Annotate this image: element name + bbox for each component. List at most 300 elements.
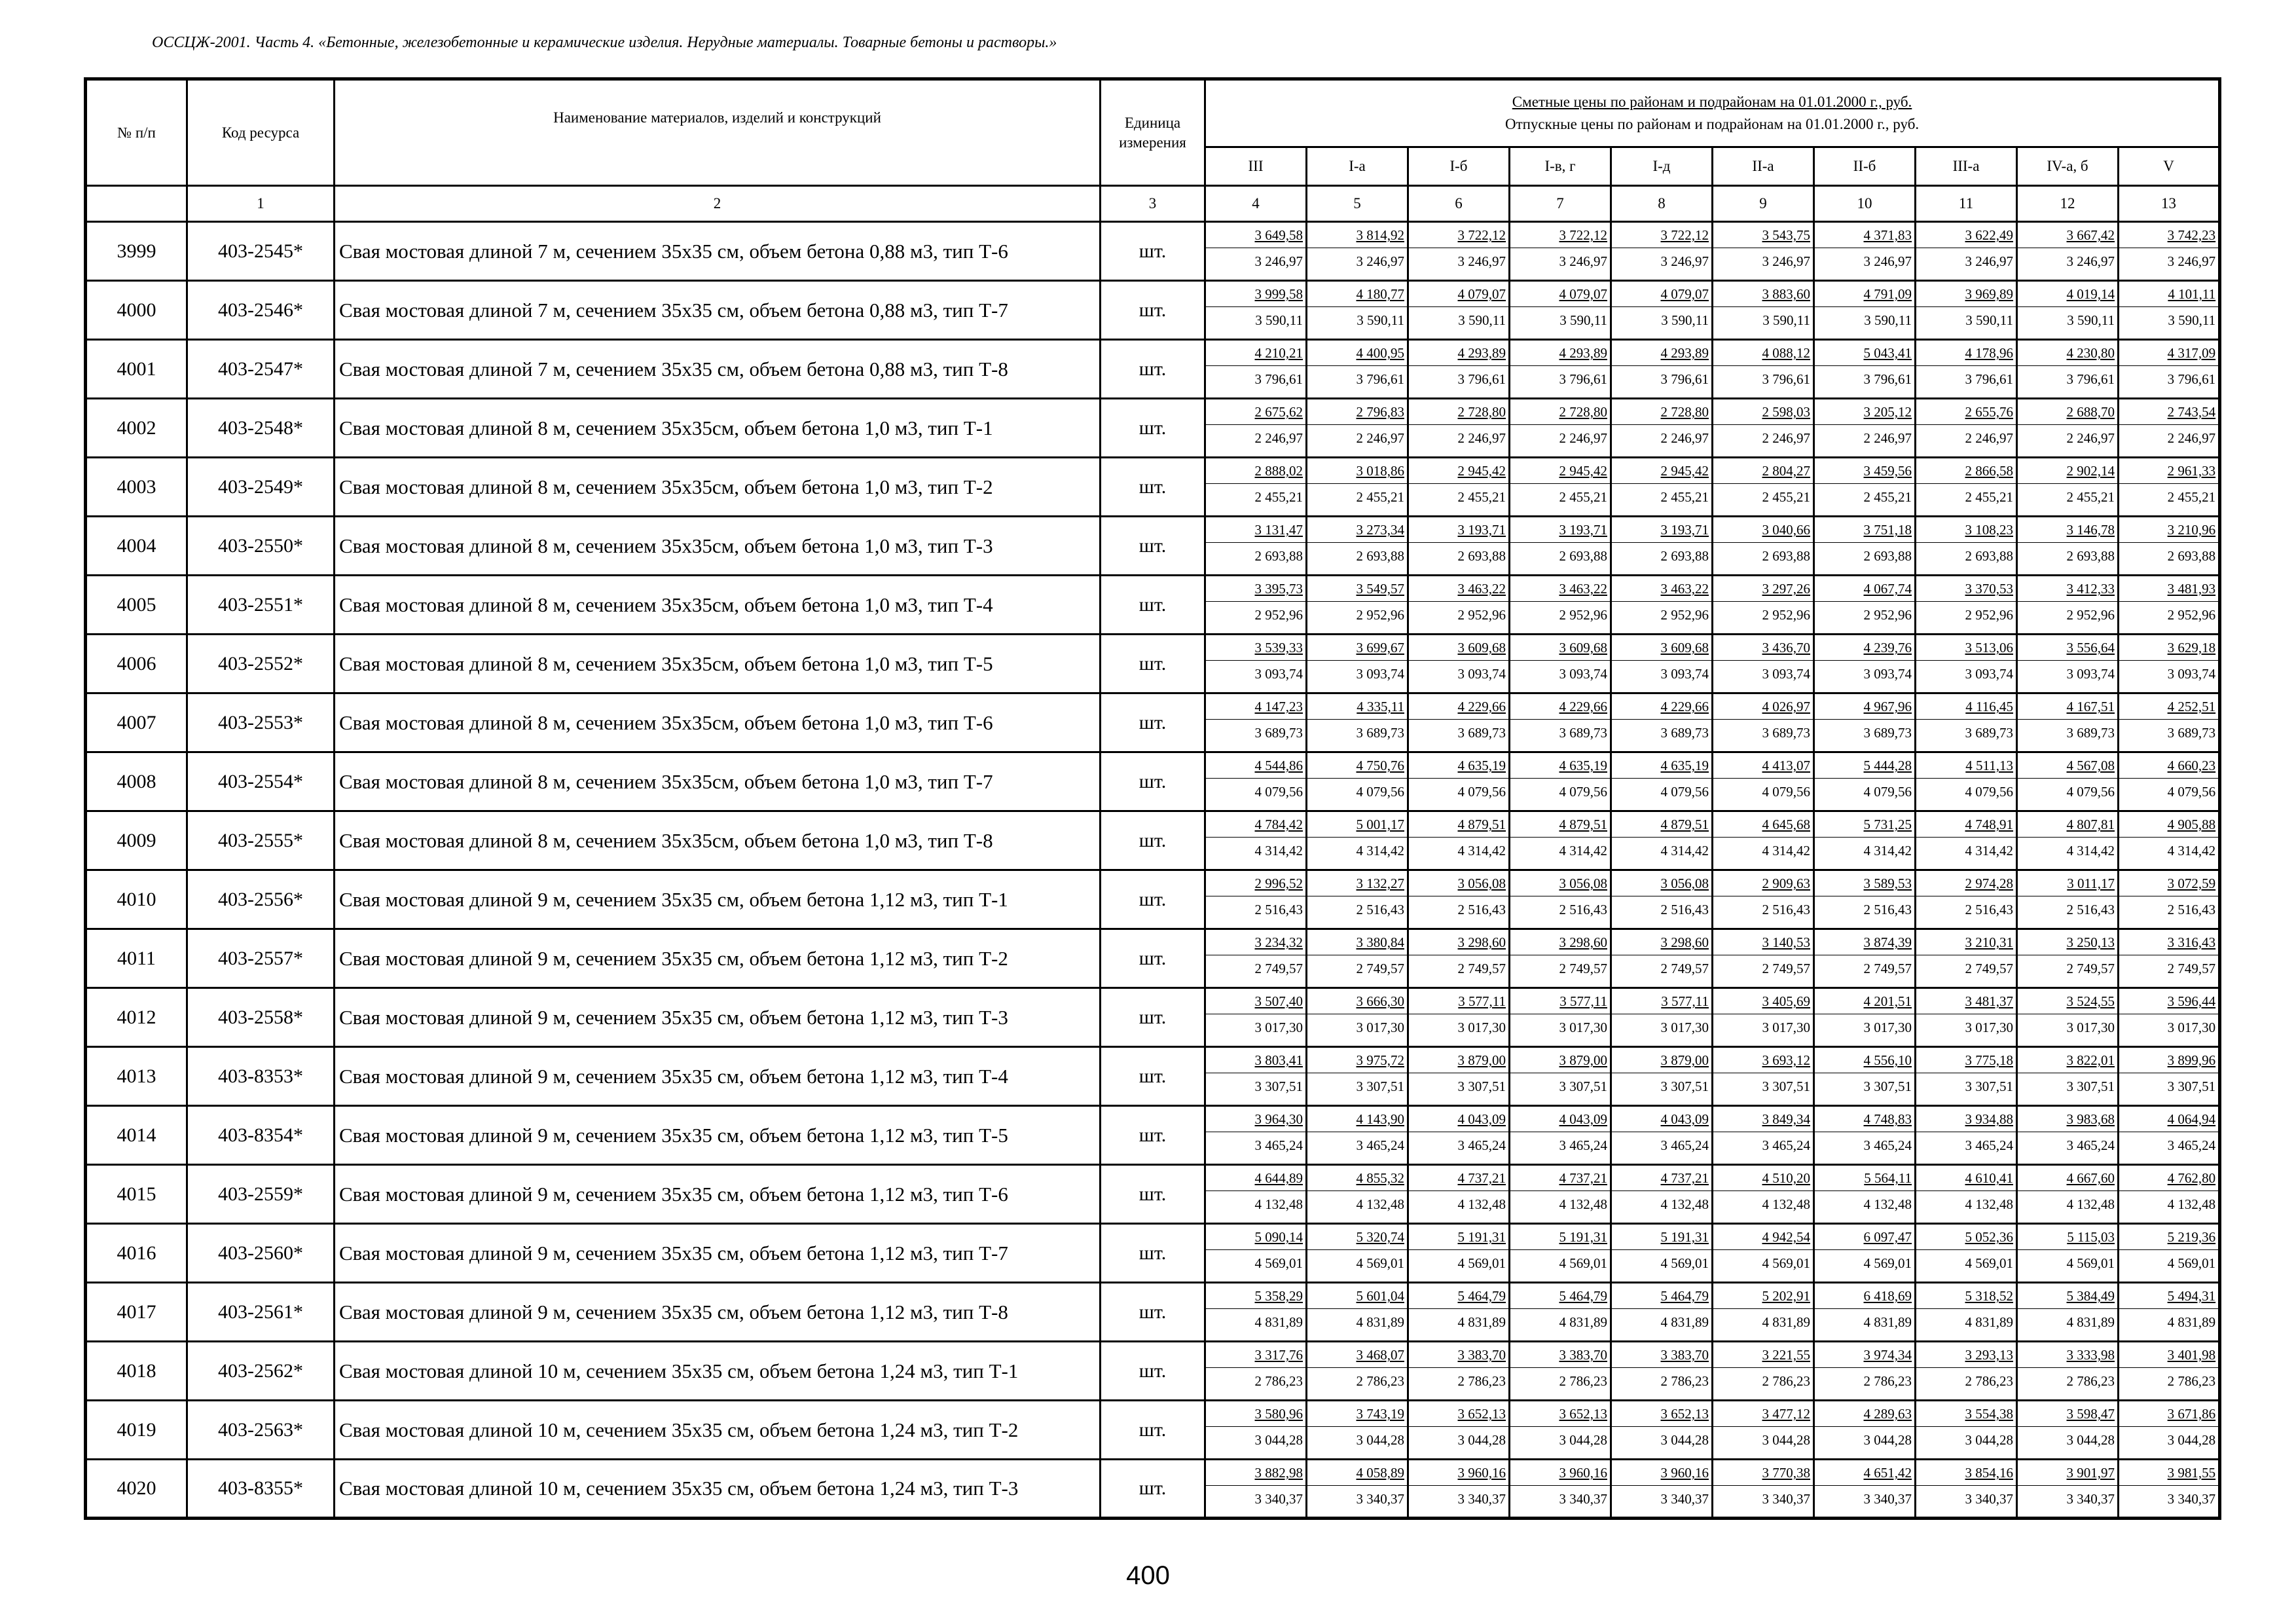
price-cell xyxy=(1205,693,1307,752)
price-cell xyxy=(1510,399,1611,458)
estimated-price: 3 999,58 xyxy=(1254,286,1303,302)
estimated-price: 4 855,32 xyxy=(1356,1170,1404,1186)
release-price: 4 569,01 xyxy=(1713,1249,1813,1277)
price-cell xyxy=(1205,635,1307,693)
price-cell xyxy=(1408,576,1510,635)
price-cell xyxy=(2119,870,2220,929)
estimated-price: 5 318,52 xyxy=(1965,1288,2013,1304)
release-price: 4 831,89 xyxy=(1612,1308,1711,1336)
estimated-price: 4 371,83 xyxy=(1863,227,1912,243)
estimated-price: 5 731,25 xyxy=(1863,817,1912,832)
release-price: 4 314,42 xyxy=(1510,837,1610,864)
price-cell xyxy=(1814,340,1916,399)
release-price: 4 079,56 xyxy=(1409,778,1508,805)
price-cell xyxy=(2017,870,2119,929)
resource-code: 403-2561* xyxy=(187,1283,335,1342)
price-cell xyxy=(1307,576,1408,635)
estimated-price: 3 901,97 xyxy=(2066,1465,2115,1481)
release-price: 2 749,57 xyxy=(1713,955,1813,982)
price-cell xyxy=(1611,1342,1713,1401)
price-cell xyxy=(2017,1224,2119,1283)
release-price: 3 044,28 xyxy=(1510,1426,1610,1454)
unit-of-measure: шт. xyxy=(1101,517,1205,576)
estimated-price: 3 803,41 xyxy=(1254,1052,1303,1068)
release-price: 2 952,96 xyxy=(1713,601,1813,629)
price-cell xyxy=(1510,752,1611,811)
estimated-price: 3 507,40 xyxy=(1254,993,1303,1009)
unit-of-measure: шт. xyxy=(1101,693,1205,752)
release-price: 3 017,30 xyxy=(2119,1014,2218,1041)
price-cell xyxy=(1408,1106,1510,1165)
table-row xyxy=(86,870,2220,929)
estimated-price: 3 481,37 xyxy=(1965,993,2013,1009)
estimated-price: 3 969,89 xyxy=(1965,286,2013,302)
release-price: 2 749,57 xyxy=(1409,955,1508,982)
price-cell xyxy=(1916,281,2017,340)
unit-of-measure: шт. xyxy=(1101,929,1205,988)
price-cell xyxy=(1510,1047,1611,1106)
price-cell xyxy=(1510,870,1611,929)
release-price: 3 796,61 xyxy=(1612,365,1711,393)
release-price: 3 590,11 xyxy=(1612,306,1711,334)
estimated-price: 5 090,14 xyxy=(1254,1229,1303,1245)
price-cell xyxy=(1814,1106,1916,1165)
release-price: 2 786,23 xyxy=(2119,1367,2218,1395)
price-cell xyxy=(1307,222,1408,281)
price-cell xyxy=(1510,635,1611,693)
price-cell xyxy=(2017,222,2119,281)
row-number: 4017 xyxy=(86,1283,187,1342)
release-price: 2 516,43 xyxy=(1206,896,1305,923)
price-cell xyxy=(1611,399,1713,458)
price-cell xyxy=(1307,988,1408,1047)
material-name: Свая мостовая длиной 9 м, сечением 35х35 см, объем бетона 1,12 м3, тип Т-8 xyxy=(335,1283,1101,1342)
release-price: 4 569,01 xyxy=(1307,1249,1407,1277)
price-cell xyxy=(1307,752,1408,811)
resource-code: 403-2550* xyxy=(187,517,335,576)
resource-code: 403-2551* xyxy=(187,576,335,635)
price-cell xyxy=(1814,1224,1916,1283)
price-cell xyxy=(2017,340,2119,399)
release-price: 4 132,48 xyxy=(1612,1190,1711,1218)
unit-of-measure: шт. xyxy=(1101,870,1205,929)
unit-of-measure: шт. xyxy=(1101,811,1205,870)
price-cell xyxy=(1916,222,2017,281)
release-price: 3 590,11 xyxy=(1815,306,1914,334)
estimated-price: 2 688,70 xyxy=(2066,404,2115,420)
estimated-price: 3 018,86 xyxy=(1356,463,1404,479)
estimated-price: 4 239,76 xyxy=(1863,640,1912,655)
release-prices-caption: Отпускные цены по районам и подрайонам на 01.01.2000 г., руб. xyxy=(1504,116,1920,132)
estimated-price: 4 252,51 xyxy=(2167,699,2216,714)
release-price: 3 017,30 xyxy=(1510,1014,1610,1041)
release-price: 2 246,97 xyxy=(1206,424,1305,452)
release-price: 4 831,89 xyxy=(1916,1308,2016,1336)
release-price: 2 786,23 xyxy=(1206,1367,1305,1395)
price-cell xyxy=(1205,752,1307,811)
release-price: 3 307,51 xyxy=(1815,1073,1914,1100)
price-cell xyxy=(1814,1283,1916,1342)
row-number: 4008 xyxy=(86,752,187,811)
price-cell xyxy=(1814,576,1916,635)
release-price: 3 246,97 xyxy=(1409,248,1508,275)
release-price: 2 516,43 xyxy=(1510,896,1610,923)
release-price: 2 693,88 xyxy=(1206,542,1305,570)
release-price: 2 693,88 xyxy=(1409,542,1508,570)
release-price: 2 786,23 xyxy=(1916,1367,2016,1395)
price-cell xyxy=(1408,281,1510,340)
material-name: Свая мостовая длиной 8 м, сечением 35х35см, объем бетона 1,0 м3, тип Т-6 xyxy=(335,693,1101,752)
estimated-price: 3 722,12 xyxy=(1457,227,1506,243)
estimated-price: 4 229,66 xyxy=(1660,699,1709,714)
price-cell xyxy=(1814,222,1916,281)
price-cell xyxy=(1611,576,1713,635)
release-price: 3 689,73 xyxy=(1307,719,1407,747)
material-name: Свая мостовая длиной 8 м, сечением 35х35см, объем бетона 1,0 м3, тип Т-4 xyxy=(335,576,1101,635)
table-row xyxy=(86,1224,2220,1283)
estimated-price: 3 589,53 xyxy=(1863,876,1912,891)
release-price: 3 340,37 xyxy=(1510,1485,1610,1513)
price-cell xyxy=(1713,399,1814,458)
release-price: 3 465,24 xyxy=(1815,1132,1914,1159)
price-cell xyxy=(1916,988,2017,1047)
row-number: 4019 xyxy=(86,1401,187,1460)
estimated-price: 3 108,23 xyxy=(1965,522,2013,538)
release-price: 2 246,97 xyxy=(1307,424,1407,452)
price-cell xyxy=(1408,1047,1510,1106)
resource-code: 403-2555* xyxy=(187,811,335,870)
release-price: 4 569,01 xyxy=(1510,1249,1610,1277)
region-header: III xyxy=(1205,147,1307,186)
price-cell xyxy=(1307,1342,1408,1401)
price-cell xyxy=(2119,1283,2220,1342)
row-number: 3999 xyxy=(86,222,187,281)
estimated-price: 5 601,04 xyxy=(1356,1288,1404,1304)
table-row xyxy=(86,399,2220,458)
release-price: 3 307,51 xyxy=(2119,1073,2218,1100)
row-number: 4007 xyxy=(86,693,187,752)
price-cell xyxy=(2017,517,2119,576)
release-price: 3 689,73 xyxy=(2018,719,2117,747)
price-cell xyxy=(2017,929,2119,988)
estimated-price: 4 147,23 xyxy=(1254,699,1303,714)
estimated-price: 3 854,16 xyxy=(1965,1465,2013,1481)
price-cell xyxy=(2119,576,2220,635)
price-cell xyxy=(1611,1283,1713,1342)
resource-code: 403-2549* xyxy=(187,458,335,517)
estimated-price: 3 577,11 xyxy=(1559,993,1607,1009)
estimated-price: 4 064,94 xyxy=(2167,1111,2216,1127)
price-cell xyxy=(1205,811,1307,870)
table-row xyxy=(86,222,2220,281)
release-price: 2 246,97 xyxy=(2119,424,2218,452)
estimated-price: 3 879,00 xyxy=(1559,1052,1607,1068)
table-row xyxy=(86,576,2220,635)
release-price: 4 831,89 xyxy=(2119,1308,2218,1336)
estimated-price: 4 229,66 xyxy=(1559,699,1607,714)
estimated-price: 3 983,68 xyxy=(2066,1111,2115,1127)
estimated-price: 2 866,58 xyxy=(1965,463,2013,479)
release-price: 2 693,88 xyxy=(1307,542,1407,570)
release-price: 4 132,48 xyxy=(1713,1190,1813,1218)
unit-of-measure: шт. xyxy=(1101,1342,1205,1401)
price-cell xyxy=(1713,1460,1814,1519)
price-cell xyxy=(2119,811,2220,870)
release-price: 4 831,89 xyxy=(1713,1308,1813,1336)
release-price: 2 749,57 xyxy=(1612,955,1711,982)
release-price: 3 246,97 xyxy=(1206,248,1305,275)
price-cell xyxy=(1814,870,1916,929)
estimated-price: 3 401,98 xyxy=(2167,1347,2216,1363)
release-price: 3 796,61 xyxy=(1815,365,1914,393)
price-cell xyxy=(2017,399,2119,458)
price-cell xyxy=(1205,281,1307,340)
release-price: 3 017,30 xyxy=(2018,1014,2117,1041)
price-cell xyxy=(1916,1283,2017,1342)
release-price: 4 132,48 xyxy=(2018,1190,2117,1218)
estimated-price: 3 934,88 xyxy=(1965,1111,2013,1127)
material-name: Свая мостовая длиной 8 м, сечением 35х35см, объем бетона 1,0 м3, тип Т-2 xyxy=(335,458,1101,517)
unit-of-measure: шт. xyxy=(1101,1165,1205,1224)
release-price: 3 044,28 xyxy=(1815,1426,1914,1454)
estimated-price: 3 370,53 xyxy=(1965,581,2013,597)
estimated-price: 4 942,54 xyxy=(1762,1229,1810,1245)
price-cell xyxy=(1205,929,1307,988)
release-price: 4 079,56 xyxy=(1916,778,2016,805)
release-price: 3 590,11 xyxy=(1409,306,1508,334)
price-cell xyxy=(1611,517,1713,576)
estimated-price: 4 043,09 xyxy=(1457,1111,1506,1127)
estimated-price: 3 960,16 xyxy=(1660,1465,1709,1481)
release-price: 3 044,28 xyxy=(1307,1426,1407,1454)
table-row xyxy=(86,517,2220,576)
price-cell xyxy=(2119,1224,2220,1283)
unit-of-measure: шт. xyxy=(1101,576,1205,635)
estimated-price: 4 317,09 xyxy=(2167,345,2216,361)
price-cell xyxy=(1713,1165,1814,1224)
estimated-price: 3 742,23 xyxy=(2167,227,2216,243)
material-name: Свая мостовая длиной 9 м, сечением 35х35 см, объем бетона 1,12 м3, тип Т-7 xyxy=(335,1224,1101,1283)
price-cell xyxy=(2119,929,2220,988)
release-price: 2 693,88 xyxy=(1815,542,1914,570)
release-price: 2 246,97 xyxy=(1916,424,2016,452)
release-price: 2 455,21 xyxy=(1713,483,1813,511)
release-price: 3 044,28 xyxy=(1612,1426,1711,1454)
row-number: 4016 xyxy=(86,1224,187,1283)
estimated-price: 4 230,80 xyxy=(2066,345,2115,361)
release-price: 2 952,96 xyxy=(1307,601,1407,629)
price-cell xyxy=(1408,458,1510,517)
price-cell xyxy=(1814,752,1916,811)
estimated-price: 3 383,70 xyxy=(1559,1347,1607,1363)
table-row xyxy=(86,281,2220,340)
estimated-price: 3 383,70 xyxy=(1660,1347,1709,1363)
column-number: 5 xyxy=(1307,186,1408,222)
row-number: 4003 xyxy=(86,458,187,517)
material-name: Свая мостовая длиной 8 м, сечением 35х35см, объем бетона 1,0 м3, тип Т-5 xyxy=(335,635,1101,693)
release-price: 2 455,21 xyxy=(1612,483,1711,511)
release-price: 3 246,97 xyxy=(1713,248,1813,275)
price-cell xyxy=(1814,281,1916,340)
release-price: 2 455,21 xyxy=(2119,483,2218,511)
estimated-price: 3 210,31 xyxy=(1965,934,2013,950)
price-cell xyxy=(2119,1165,2220,1224)
release-price: 2 246,97 xyxy=(1510,424,1610,452)
release-price: 4 314,42 xyxy=(1206,837,1305,864)
price-cell xyxy=(1916,1401,2017,1460)
estimated-price: 3 132,27 xyxy=(1356,876,1404,891)
estimated-price: 3 652,13 xyxy=(1457,1406,1506,1422)
col-header-num: № п/п xyxy=(86,79,187,186)
material-name: Свая мостовая длиной 9 м, сечением 35х35 см, объем бетона 1,12 м3, тип Т-4 xyxy=(335,1047,1101,1106)
estimated-price: 5 202,91 xyxy=(1762,1288,1810,1304)
estimated-price: 3 140,53 xyxy=(1762,934,1810,950)
release-price: 3 246,97 xyxy=(1916,248,2016,275)
estimated-price: 3 383,70 xyxy=(1457,1347,1506,1363)
release-price: 3 590,11 xyxy=(1510,306,1610,334)
estimated-price: 3 671,86 xyxy=(2167,1406,2216,1422)
release-price: 3 689,73 xyxy=(1409,719,1508,747)
resource-code: 403-8355* xyxy=(187,1460,335,1519)
estimated-price: 5 043,41 xyxy=(1863,345,1912,361)
column-number: 3 xyxy=(1101,186,1205,222)
row-number: 4000 xyxy=(86,281,187,340)
release-price: 3 017,30 xyxy=(1409,1014,1508,1041)
estimated-price: 4 905,88 xyxy=(2167,817,2216,832)
price-cell xyxy=(1713,693,1814,752)
estimated-price: 3 964,30 xyxy=(1254,1111,1303,1127)
material-name: Свая мостовая длиной 10 м, сечением 35х35 см, объем бетона 1,24 м3, тип Т-1 xyxy=(335,1342,1101,1401)
estimated-price: 4 067,74 xyxy=(1863,581,1912,597)
price-cell xyxy=(2017,1165,2119,1224)
release-price: 2 516,43 xyxy=(1916,896,2016,923)
price-cell xyxy=(1205,1165,1307,1224)
row-number: 4004 xyxy=(86,517,187,576)
release-price: 2 246,97 xyxy=(1713,424,1813,452)
price-cell xyxy=(1916,929,2017,988)
price-cell xyxy=(1814,988,1916,1047)
estimated-price: 5 464,79 xyxy=(1457,1288,1506,1304)
price-cell xyxy=(1408,752,1510,811)
price-cell xyxy=(1713,222,1814,281)
estimated-price: 2 796,83 xyxy=(1356,404,1404,420)
region-header: I-д xyxy=(1611,147,1713,186)
estimated-price: 3 234,32 xyxy=(1254,934,1303,950)
unit-of-measure: шт. xyxy=(1101,340,1205,399)
price-cell xyxy=(2017,1401,2119,1460)
estimated-price: 4 879,51 xyxy=(1457,817,1506,832)
column-number: 9 xyxy=(1713,186,1814,222)
release-price: 4 132,48 xyxy=(1206,1190,1305,1218)
unit-of-measure: шт. xyxy=(1101,399,1205,458)
price-cell xyxy=(1307,870,1408,929)
release-price: 2 516,43 xyxy=(1713,896,1813,923)
price-cell xyxy=(1408,988,1510,1047)
price-cell xyxy=(2017,1106,2119,1165)
estimated-price: 4 400,95 xyxy=(1356,345,1404,361)
estimated-price: 3 040,66 xyxy=(1762,522,1810,538)
release-price: 2 786,23 xyxy=(1815,1367,1914,1395)
price-cell xyxy=(2119,281,2220,340)
price-cell xyxy=(1916,1047,2017,1106)
material-name: Свая мостовая длиной 7 м, сечением 35х35 см, объем бетона 0,88 м3, тип Т-6 xyxy=(335,222,1101,281)
col-header-prices xyxy=(1205,79,2220,147)
estimated-price: 4 544,86 xyxy=(1254,758,1303,773)
price-cell xyxy=(2017,1283,2119,1342)
release-price: 3 340,37 xyxy=(1713,1485,1813,1513)
estimated-price: 5 444,28 xyxy=(1863,758,1912,773)
estimated-price: 4 807,81 xyxy=(2066,817,2115,832)
release-price: 3 093,74 xyxy=(1612,660,1711,688)
resource-code: 403-2559* xyxy=(187,1165,335,1224)
resource-code: 403-2557* xyxy=(187,929,335,988)
estimated-price: 4 079,07 xyxy=(1660,286,1709,302)
price-cell xyxy=(1510,1460,1611,1519)
release-price: 2 455,21 xyxy=(1206,483,1305,511)
estimated-price: 6 418,69 xyxy=(1863,1288,1912,1304)
estimated-price: 5 191,31 xyxy=(1660,1229,1709,1245)
price-cell xyxy=(2119,1106,2220,1165)
unit-of-measure: шт. xyxy=(1101,752,1205,811)
material-name: Свая мостовая длиной 8 м, сечением 35х35см, объем бетона 1,0 м3, тип Т-1 xyxy=(335,399,1101,458)
column-number: 8 xyxy=(1611,186,1713,222)
price-cell xyxy=(2119,399,2220,458)
estimated-price: 3 883,60 xyxy=(1762,286,1810,302)
release-price: 2 952,96 xyxy=(2119,601,2218,629)
estimated-price: 2 675,62 xyxy=(1254,404,1303,420)
price-cell xyxy=(1611,870,1713,929)
material-name: Свая мостовая длиной 9 м, сечением 35х35 см, объем бетона 1,12 м3, тип Т-6 xyxy=(335,1165,1101,1224)
price-cell xyxy=(1916,1460,2017,1519)
price-cell xyxy=(1713,458,1814,517)
estimated-price: 3 975,72 xyxy=(1356,1052,1404,1068)
table-row xyxy=(86,1106,2220,1165)
release-price: 2 952,96 xyxy=(1206,601,1305,629)
release-price: 3 307,51 xyxy=(1612,1073,1711,1100)
estimated-price: 4 178,96 xyxy=(1965,345,2013,361)
estimated-price: 4 737,21 xyxy=(1559,1170,1607,1186)
price-cell xyxy=(1510,1224,1611,1283)
release-price: 3 465,24 xyxy=(1510,1132,1610,1159)
release-price: 3 465,24 xyxy=(1612,1132,1711,1159)
price-cell xyxy=(1205,517,1307,576)
price-cell xyxy=(1713,517,1814,576)
release-price: 2 516,43 xyxy=(1612,896,1711,923)
resource-code: 403-2548* xyxy=(187,399,335,458)
estimated-price: 3 056,08 xyxy=(1457,876,1506,891)
release-price: 3 093,74 xyxy=(2018,660,2117,688)
release-price: 2 455,21 xyxy=(1916,483,2016,511)
release-price: 4 132,48 xyxy=(1916,1190,2016,1218)
release-price: 4 314,42 xyxy=(1815,837,1914,864)
price-cell xyxy=(1510,281,1611,340)
price-cell xyxy=(1713,1401,1814,1460)
estimated-price: 3 193,71 xyxy=(1660,522,1709,538)
price-cell xyxy=(1205,222,1307,281)
estimated-price: 3 072,59 xyxy=(2167,876,2216,891)
resource-code: 403-2563* xyxy=(187,1401,335,1460)
estimated-price: 5 115,03 xyxy=(2067,1229,2115,1245)
estimated-price: 3 775,18 xyxy=(1965,1052,2013,1068)
release-price: 4 079,56 xyxy=(1510,778,1610,805)
price-cell xyxy=(1510,1401,1611,1460)
release-price: 3 689,73 xyxy=(1815,719,1914,747)
price-cell xyxy=(1611,752,1713,811)
release-price: 2 952,96 xyxy=(1815,601,1914,629)
release-price: 3 017,30 xyxy=(1307,1014,1407,1041)
price-cell xyxy=(1510,1283,1611,1342)
release-price: 3 340,37 xyxy=(1409,1485,1508,1513)
